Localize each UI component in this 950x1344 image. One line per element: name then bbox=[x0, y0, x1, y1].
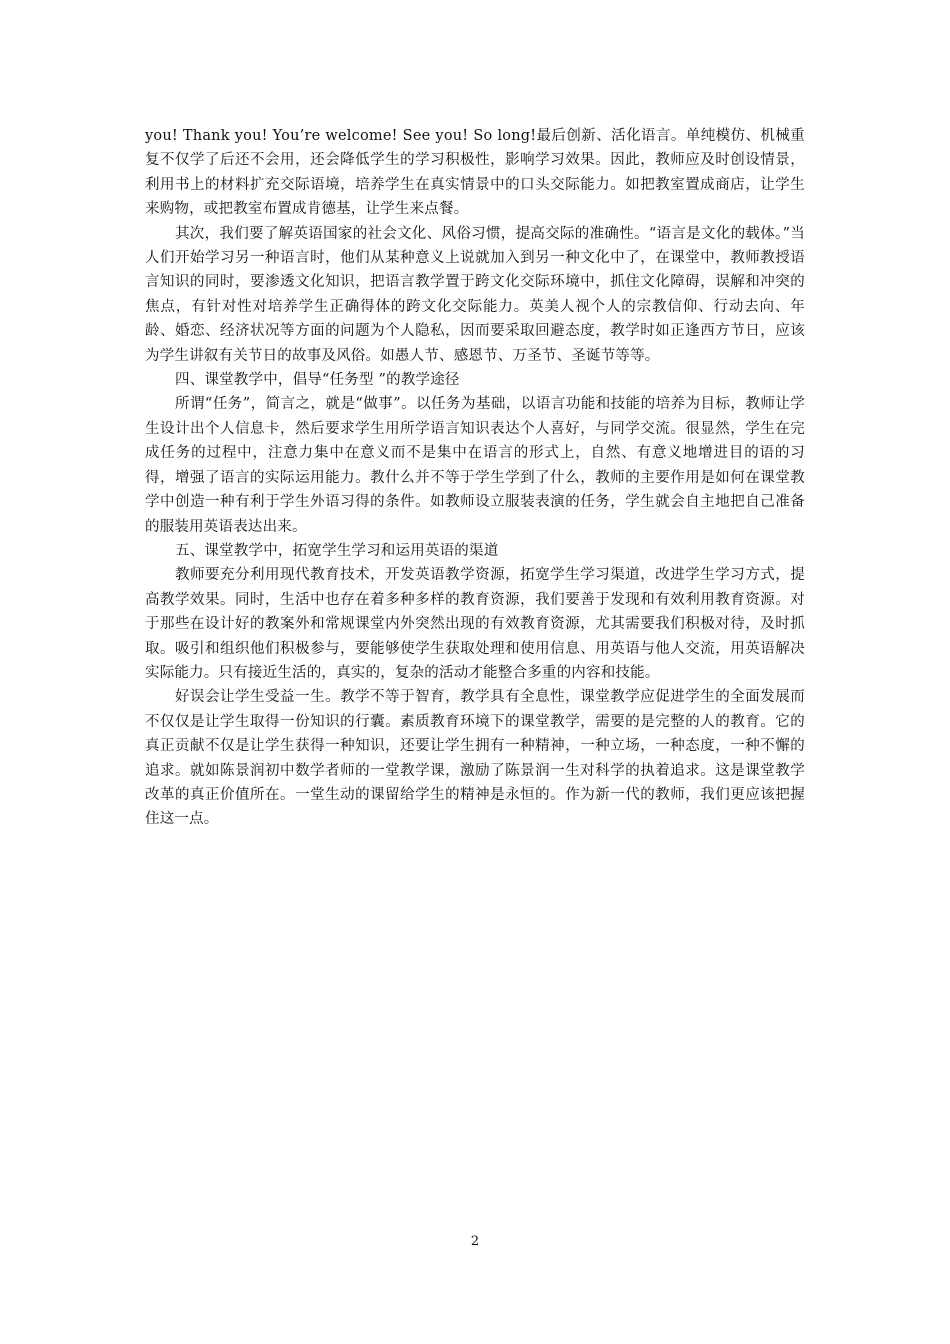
paragraph-conclusion: 好误会让学生受益一生。教学不等于智育，教学具有全息性，课堂教学应促进学生的全面发展而不仅仅是让学生取得一份知识的行囊。素质教育环境下的课堂教学，需要的是完整的人的教育。它的真正贡献不仅是让学生获得一种知识，还要让学生拥有一种精神，一种立场，一种态度，一种不懈的追求。就如陈景润初中数学者师的一堂教学课，激励了陈景润一生对科学的执着追求。这是课堂教学改革的真正价值所在。一堂生动的课留给学生的精神是永恒的。作为新一代的教师，我们更应该把握住这一点。 bbox=[145, 689, 805, 828]
paragraph-culture: 其次，我们要了解英语国家的社会文化、风俗习惯，提高交际的准确性。“语言是文化的载体。”当人们开始学习另一种语言时，他们从某种意义上说就加入到另一种文化中了，在课堂中，教师教授语言知识的同时，要渗透文化知识，把语言教学置于跨文化交际环境中，抓住文化障碍，误解和冲突的焦点，有针对性对培养学生正确得体的跨文化交际能力。英美人视个人的宗教信仰、行动去向、年龄、婚恋、经济状况等方面的问题为个人隐私，因而要采取回避态度，教学时如正逢西方节日，应该为学生讲叙有关节日的故事及风俗。如愚人节、感恩节、万圣节、圣诞节等等。 bbox=[145, 225, 805, 364]
page-number: 2 bbox=[470, 1234, 480, 1249]
section-heading-four: 四、课堂教学中，倡导“任务型 ”的教学途径 bbox=[175, 372, 460, 389]
document-body bbox=[145, 124, 805, 832]
paragraph-resources: 教师要充分利用现代教育技术，开发英语教学资源，拓宽学生学习渠道，改进学生学习方式，提高教学效果。同时，生活中也存在着多种多样的教育资源，我们要善于发现和有效利用教育资源。对于那些在设计好的教案外和常规课堂内外突然出现的有效教育资源，尤其需要我们积极对待，及时抓取。吸引和组织他们积极参与，要能够使学生获取处理和使用信息、用英语与他人交流，用英语解决实际能力。只有接近生活的，真实的，复杂的活动才能整合多重的内容和技能。 bbox=[145, 567, 805, 681]
section-heading-five: 五、课堂教学中，拓宽学生学习和运用英语的渠道 bbox=[175, 542, 499, 559]
paragraph-task: 所谓“任务”，简言之，就是“做事”。以任务为基础，以语言功能和技能的培养为目标，教师让学生设计出个人信息卡，然后要求学生用所学语言知识表达个人喜好，与同学交流。很显然，学生在完成任务的过程中，注意力集中在意义而不是集中在语言的形式上，自然、有意义地增进目的语的习得，增强了语言的实际运用能力。教什么并不等于学生学到了什么，教师的主要作用是如何在课堂教学中创造一种有利于学生外语习得的条件。如教师设立服装表演的任务，学生就会自主地把自己准备的服装用英语表达出来。 bbox=[145, 396, 805, 535]
paragraph-continuation: you! Thank you! You’re welcome! See you! So long!最后创新、活化语言。单纯模仿、机械重复不仅学了后还不会用，还会降低学生的学习积极性，影响学习效果。因此，教师应及时创设情景，利用书上的材料扩充交际语境，培养学生在真实情景中的口头交际能力。如把教室置成商店，让学生来购物，或把教室布置成肯德基，让学生来点餐。 bbox=[145, 128, 805, 218]
